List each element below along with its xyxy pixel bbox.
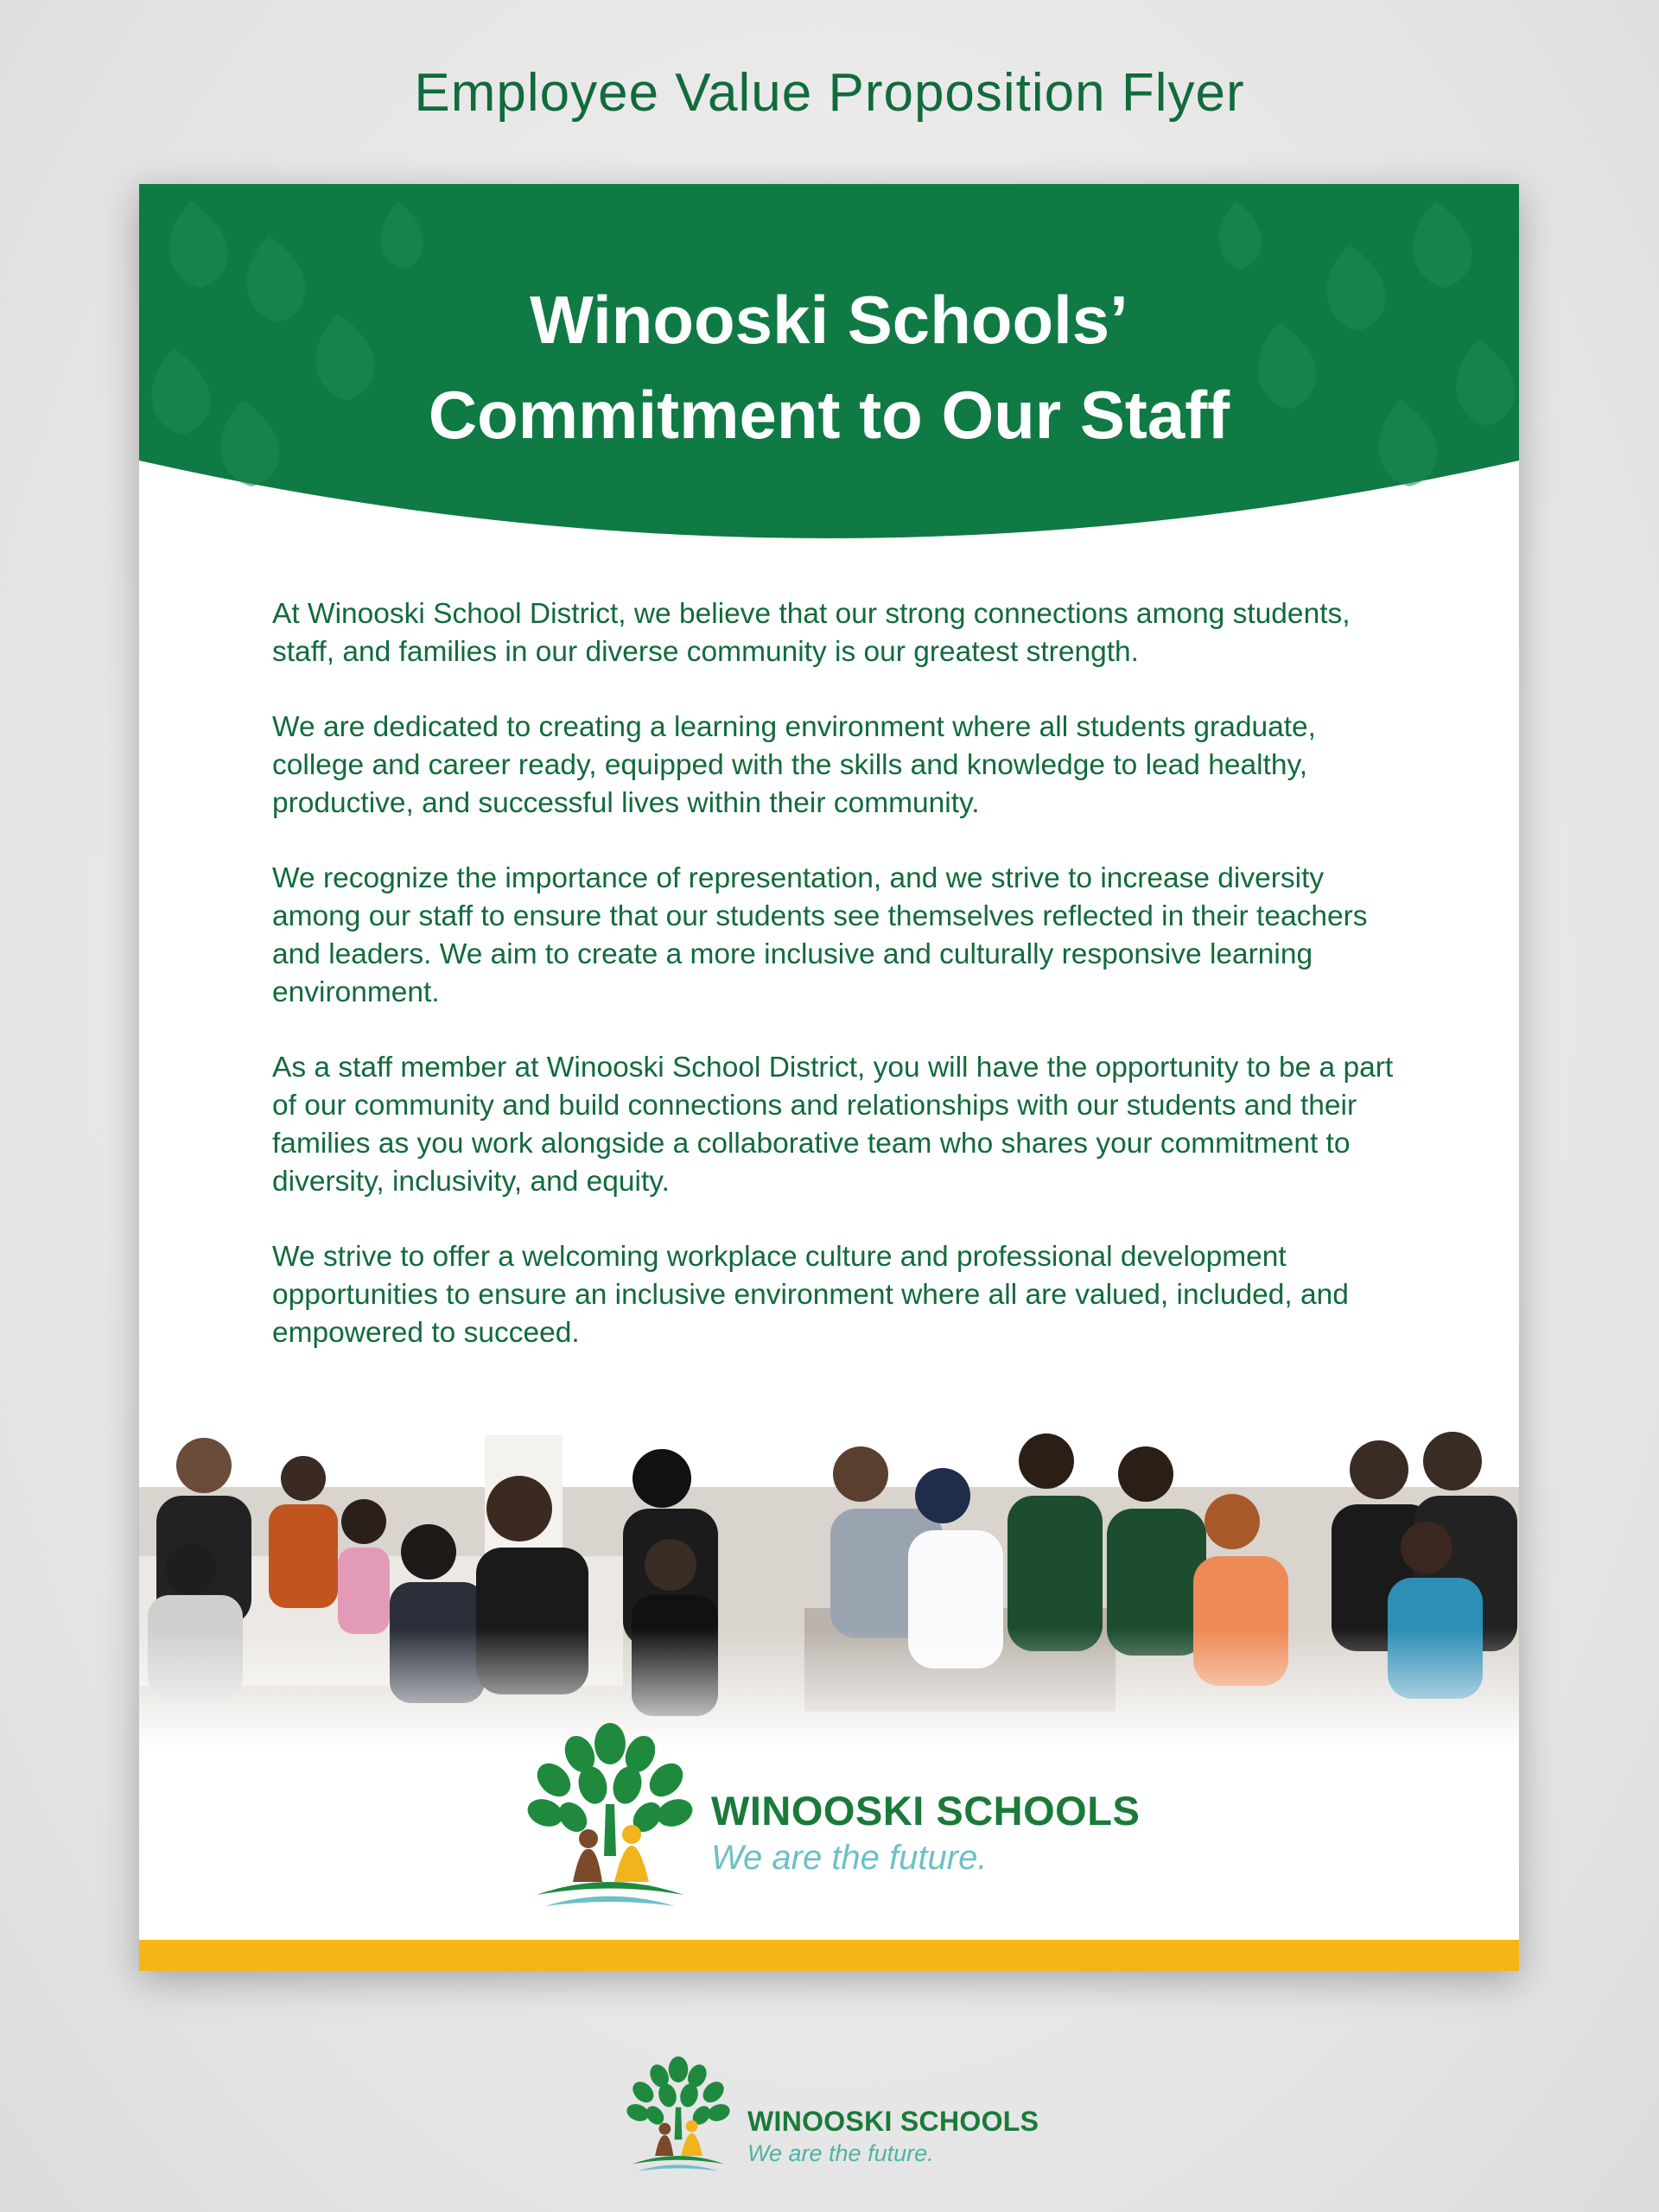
- paragraph: At Winooski School District, we believe that our strong connections among students, staff, and families in our diverse community is our greatest strength.: [272, 598, 1351, 668]
- flyer: [139, 184, 1519, 1971]
- footer-logo-tagline: We are the future.: [747, 2140, 934, 2166]
- paragraph: We are dedicated to creating a learning environment where all students graduate, college and career ready, equipped with the skills and knowledge to lead healthy, productive, and successful lives within their community.: [272, 711, 1316, 819]
- footer-logo: [618, 2048, 1067, 2177]
- paragraph: We strive to offer a welcoming workplace culture and professional development opportunities to ensure an inclusive environment where all are valued, included, and empowered to succeed.: [272, 1241, 1349, 1349]
- logo-name: WINOOSKI SCHOOLS: [711, 1788, 1141, 1834]
- accent-bar: [139, 1940, 1519, 1971]
- logo-tagline: We are the future.: [711, 1839, 988, 1877]
- paragraph: We recognize the importance of representation, and we strive to increase diversity among our staff to ensure that our students see themselves reflected in their teachers and leaders. We aim to create a more inclusive and culturally responsive learning environment.: [272, 862, 1368, 1008]
- paragraph: As a staff member at Winooski School District, you will have the opportunity to be a part of our community and build connections and relationships with our students and their families as you work alongside a collaborative team who shares your commitment to diversity, inclusivity, and equity.: [272, 1052, 1394, 1198]
- flyer-title-line1: Winooski Schools’: [530, 282, 1128, 358]
- tree-logo-icon: [618, 2048, 739, 2177]
- footer-logo-name: WINOOSKI SCHOOLS: [747, 2106, 1039, 2137]
- flyer-logo: [519, 1709, 1141, 1925]
- header-banner: [139, 184, 1519, 547]
- page-heading: Employee Value Proposition Flyer: [414, 63, 1245, 123]
- tree-logo-icon: [519, 1709, 701, 1916]
- body-text: [272, 595, 1395, 1389]
- flyer-title: [139, 272, 1519, 462]
- flyer-title-line2: Commitment to Our Staff: [428, 377, 1230, 453]
